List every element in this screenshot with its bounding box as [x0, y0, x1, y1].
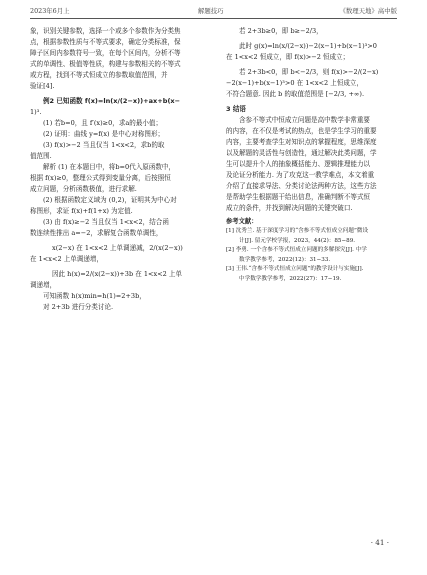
text-line: 不符合题意. 因此 b 的取值范围是 [−2/3, +∞).: [226, 90, 365, 98]
text-line: 数连续性推出 a=−2，求解复合函数单调性，: [30, 229, 163, 237]
references-heading: 参考文献：: [226, 218, 258, 225]
header-journal: 《数理天地》高中版: [339, 7, 397, 15]
text-line: 成立问题，分析函数极值，进行求解.: [30, 185, 137, 193]
text-line: 含参不等式中恒成立问题是高中数学非常重要: [239, 116, 370, 124]
left-column: [30, 26, 206, 313]
page-number: · 41 ·: [370, 538, 389, 547]
text-line: 介绍了直接求导法、分类讨论法两种方法，这些方法: [226, 182, 377, 190]
reference-item: [1] 沈秀兰. 基于深度学习的“含参不等式恒成立问题”微设: [226, 228, 369, 234]
example-heading: 例2 已知函数 f(x)=ln(x/(2−x))+ax+b(x−: [43, 97, 181, 105]
header-column-title: 解题技巧: [198, 7, 224, 15]
text-line: 式的单调性、极值等性质，构建与参数相关的不等式: [30, 60, 181, 68]
text-line: (2) 根据函数定义域为 (0,2)，证明其为中心对: [43, 196, 177, 204]
text-line: 生可以提升个人的抽象概括能力、逻辑推理能力以: [226, 160, 371, 168]
text-line: (3) 由 f(x)≥−2 当且仅当 1<x<2，结合函: [43, 218, 169, 226]
question-2: (2) 证明：曲线 y=f(x) 是中心对称图形；: [43, 130, 165, 138]
right-column: [226, 26, 402, 284]
formula-line: 因此 h(x)=2/(x(2−x))+3b 在 1<x<2 上单: [52, 270, 183, 278]
running-header: [30, 6, 397, 18]
text-line: 是帮助学生根据题干给出信息，准确判断不等式恒: [226, 193, 371, 201]
solution-start: 解析 (1) 在本题目中，将b=0代入原函数中，: [43, 163, 176, 171]
section-heading: 3 结语: [226, 105, 246, 113]
formula-line: 此时 g(x)=ln(x/(2−x))−2(x−1)+b(x−1)³>0: [239, 42, 377, 50]
text-line: 内容，主要考查学生对知识点的掌握程度，思维深度: [226, 138, 377, 146]
text-line: 称图形，求证 f(x)+f(1+x) 为定值.: [30, 207, 133, 215]
reference-item: 数学教学参考，2022(12)：31−33.: [239, 256, 331, 263]
text-line: 及论证分析能力. 为了攻克这一教学难点，本文着重: [226, 171, 375, 179]
text-line: 以及解题的灵活性与创造性，通过解决此类问题，学: [226, 149, 377, 157]
text-line: 调递增，: [30, 281, 57, 289]
text-line: 对 2+3b 进行分类讨论.: [43, 303, 114, 311]
formula-line: 可知函数 h(x)min=h(1)=2+3b，: [43, 292, 146, 300]
header-rule: [30, 18, 397, 19]
formula-line: 若 2+3b≥0，即 b≥−2/3，: [239, 27, 323, 35]
text-line: 根据 f(x)≥0，整理公式得到变量分离，后按照恒: [30, 174, 171, 182]
header-issue: 2023年6月上: [30, 7, 70, 15]
text-line: 障子区间内参数符号一致，在每个区间内，分析不等: [30, 49, 181, 57]
text-line: 的内容，在不仅是考试的热点，也是学生学习的重要: [226, 127, 377, 135]
question-3: (3) f(x)>−2 当且仅当 1<x<2，求b的取: [43, 141, 165, 149]
reference-item: 中学数学教学参考，2022(27)：17−19.: [239, 275, 342, 282]
text-line: 点，根据参数性质与不等式要求，确定分类标准，保: [30, 38, 181, 46]
text-line: −2(x−1)+b(x−1)³>0 在 1<x<2 上恒成立，: [226, 79, 364, 87]
text-line: 值范围.: [30, 152, 52, 160]
text-line: 或方程，找到不等式恒成立的参数取值范围，并: [30, 71, 168, 79]
question-1: (1) 若b=0，且 f′(x)≥0，求a的最小值；: [43, 119, 163, 127]
formula-line: x(2−x) 在 1<x<2 上单调递减，2/(x(2−x)): [52, 244, 183, 252]
reference-item: [2] 李勇. 一个含参不等式恒成立问题的多解探究[J]. 中学: [226, 247, 367, 253]
text-line: 成立的条件，并找到解决问题的关键突破口.: [226, 204, 353, 212]
reference-item: 计[J]. 留元学校学报，2023，44(2)：85−89.: [239, 237, 356, 244]
text-line: 验证[4].: [30, 82, 55, 90]
reference-item: [3] 王伟.“含参不等式恒成立问题”的教学设计与实施[J].: [226, 266, 364, 272]
text-line: 在 1<x<2 上单调递增，: [30, 255, 103, 263]
text-line: 1)³.: [30, 108, 42, 116]
text-line: 在 1<x<2 恒成立，即 f(x)>−2 恒成立；: [226, 53, 350, 61]
formula-line: 若 2+3b<0，即 b<−2/3，则 f(x)>−2/(2−x): [239, 68, 379, 76]
text-line: 象，识别关键参数，选择一个或多个参数作为分类焦: [30, 27, 181, 35]
